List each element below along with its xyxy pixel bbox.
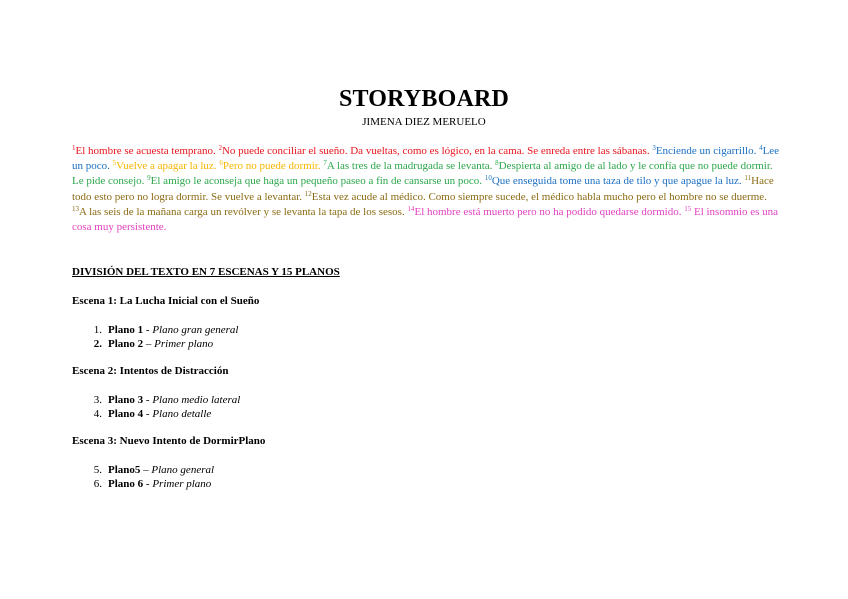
section-heading: DIVISIÓN DEL TEXTO EN 7 ESCENAS Y 15 PLANOS [72, 266, 340, 278]
story-sentence-7: $^7$A las tres de la madrugada se levanta. [323, 159, 496, 173]
story-sentence-4: $^4$Lee un poco. [72, 144, 780, 173]
scene-2-title: Escena 2: Intentos de Distracción [72, 365, 229, 377]
story-sentence-13: $^{13}$A las seis de la mañana carga un revólver y se levanta la tapa de los sesos. [72, 204, 408, 218]
plano-item: 2. Plano 2 – Primer plano [93, 338, 214, 350]
plano-item: 5. Plano5 – Plano general [93, 464, 215, 476]
scene-3-planos [88, 463, 214, 491]
story-sentence-6: $^6$Pero no puede dormir. [219, 159, 324, 173]
scene-1-planos [88, 323, 239, 351]
story-sentence-2: $^2$No puede conciliar el sueño. Da vueltas, como es lógico, en la cama. Se enreda entre las sábanas. [218, 144, 653, 157]
scene-2-planos [88, 393, 240, 421]
document-title: STORYBOARD [338, 86, 510, 112]
story-paragraph [72, 144, 782, 235]
story-sentence-12: $^{12}$Esta vez acude al médico. Como siempre sucede, el médico habla mucho pero el hombre no se duerme. [304, 189, 767, 203]
story-sentence-5: $^5$Vuelve a apagar la luz. [112, 159, 220, 173]
story-sentence-8: $^8$Despierta al amigo de al lado y le confía que no puede dormir. Le pide consejo. [72, 159, 773, 188]
story-sentence-14: $^{14}$El hombre está muerto pero no ha podido quedarse dormido. [407, 204, 685, 218]
scene-1-title: Escena 1: La Lucha Inicial con el Sueño [72, 295, 260, 307]
story-sentence-3: $^3$Enciende un cigarrillo. [652, 144, 760, 157]
plano-item: 3. Plano 3 - Plano medio lateral [93, 394, 241, 406]
story-sentence-15: $^{15}$ El insomnio es una cosa muy persistente. [72, 204, 778, 234]
plano-item: 6. Plano 6 - Primer plano [93, 478, 212, 490]
scene-3-title: Escena 3: Nuevo Intento de DormirPlano [72, 435, 266, 447]
story-sentence-11: $^{11}$Hace todo esto pero no logra dormir. Se vuelve a levantar. [72, 174, 774, 203]
story-sentence-1: $^1$El hombre se acuesta temprano. [72, 144, 219, 157]
story-sentence-9: $^9$El amigo le aconseja que haga un pequeño paseo a fin de cansarse un poco. [147, 174, 485, 188]
story-sentence-10: $^{10}$Que enseguida tome una taza de tilo y que apague la luz. [484, 174, 745, 188]
document-author: JIMENA DIEZ MERUELO [362, 116, 486, 128]
plano-item: 1. Plano 1 - Plano gran general [93, 324, 239, 336]
plano-item: 4. Plano 4 - Plano detalle [93, 408, 212, 420]
